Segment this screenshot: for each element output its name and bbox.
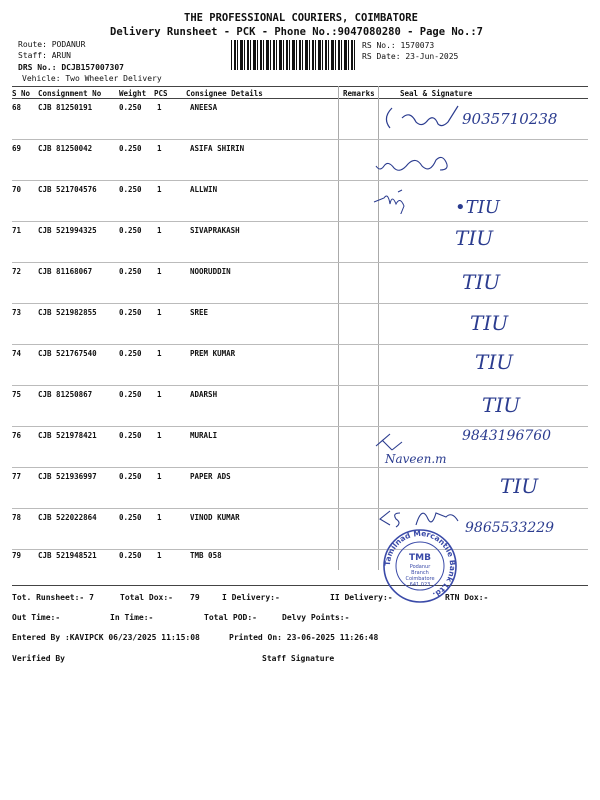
row-consignment: CJB 81250042	[38, 144, 93, 153]
remarks-divider	[338, 86, 339, 570]
in-time: In Time:-	[110, 613, 154, 622]
row-pcs: 1	[157, 431, 162, 440]
row-divider	[12, 180, 588, 181]
row-sno: 79	[12, 551, 22, 560]
row-consignee: SIVAPRAKASH	[190, 226, 240, 235]
row-weight: 0.250	[119, 103, 142, 112]
barcode	[231, 40, 357, 70]
row-divider	[12, 549, 588, 550]
row-sno: 68	[12, 103, 22, 112]
route-label: Route: PODANUR	[18, 40, 86, 49]
row-sno: 75	[12, 390, 22, 399]
row-weight: 0.250	[119, 349, 142, 358]
row-pcs: 1	[157, 103, 162, 112]
col-consignment: Consignment No	[38, 89, 102, 98]
table-top-line	[12, 86, 588, 87]
total-pod: Total POD:-	[204, 613, 257, 622]
row-divider	[12, 221, 588, 222]
handwritten-tiu-74: TIU	[475, 350, 514, 374]
signature-scribble-69	[372, 150, 462, 176]
row-consignment: CJB 521994325	[38, 226, 97, 235]
row-divider	[12, 508, 588, 509]
delivery-points: Delvy Points:-	[282, 613, 350, 622]
rs-date: RS Date: 23-Jun-2025	[362, 52, 459, 61]
row-consignee: ANEESA	[190, 103, 218, 112]
document-subtitle: Delivery Runsheet - PCK - Phone No.:9047080280 - Page No.:7	[110, 26, 483, 38]
row-weight: 0.250	[119, 472, 142, 481]
row-consignee: ADARSH	[190, 390, 218, 399]
row-sno: 69	[12, 144, 22, 153]
stamp-line1: Podanur	[409, 564, 431, 570]
row-weight: 0.250	[119, 551, 142, 560]
col-sno: S No	[12, 89, 31, 98]
row-pcs: 1	[157, 185, 162, 194]
row-divider	[12, 139, 588, 140]
ii-delivery: II Delivery:-	[330, 593, 393, 602]
signature-scribble-76	[374, 432, 404, 452]
table-header-line	[12, 98, 588, 99]
row-consignment: CJB 81250191	[38, 103, 93, 112]
row-sno: 73	[12, 308, 22, 317]
handwritten-tiu-75: TIU	[482, 393, 521, 417]
row-weight: 0.250	[119, 267, 142, 276]
col-pcs: PCS	[154, 89, 168, 98]
row-consignee: NOORUDDIN	[190, 267, 231, 276]
rtn-dox: RTN Dox:-	[445, 593, 489, 602]
handwritten-tiu-73: TIU	[470, 311, 509, 335]
total-runsheet: Tot. Runsheet:- 7	[12, 593, 94, 602]
row-consignee: VINOD KUMAR	[190, 513, 240, 522]
row-pcs: 1	[157, 472, 162, 481]
row-sno: 74	[12, 349, 22, 358]
verified-by: Verified By	[12, 654, 65, 663]
staff-label: Staff: ARUN	[18, 51, 71, 60]
row-consignment: CJB 522022864	[38, 513, 97, 522]
col-seal-signature: Seal & Signature	[400, 89, 473, 98]
handwritten-tiu-77: TIU	[500, 474, 539, 498]
printed-on: Printed On: 23-06-2025 11:26:48	[229, 633, 379, 642]
stamp-line3: Coimbatore	[405, 576, 435, 582]
handwritten-phone-78: 9865533229	[465, 520, 555, 536]
total-dox-label: Total Dox:-	[120, 593, 173, 602]
row-consignment: CJB 521767540	[38, 349, 97, 358]
row-divider	[12, 385, 588, 386]
row-pcs: 1	[157, 390, 162, 399]
row-sno: 77	[12, 472, 22, 481]
row-pcs: 1	[157, 144, 162, 153]
row-weight: 0.250	[119, 226, 142, 235]
row-sno: 72	[12, 267, 22, 276]
handwritten-name-76: Naveen.m	[385, 452, 447, 466]
staff-signature: Staff Signature	[262, 654, 335, 663]
row-divider	[12, 303, 588, 304]
row-pcs: 1	[157, 513, 162, 522]
row-consignee: PAPER ADS	[190, 472, 231, 481]
row-weight: 0.250	[119, 308, 142, 317]
row-weight: 0.250	[119, 513, 142, 522]
row-consignee: ASIFA SHIRIN	[190, 144, 245, 153]
row-weight: 0.250	[119, 144, 142, 153]
handwritten-phone-76: 9843196760	[462, 428, 552, 444]
vehicle-label: Vehicle: Two Wheeler Delivery	[22, 74, 162, 83]
row-consignee: TMB 058	[190, 551, 222, 560]
row-consignment: CJB 521704576	[38, 185, 97, 194]
table-bottom-line	[12, 585, 588, 586]
signature-scribble-68	[380, 104, 470, 134]
row-weight: 0.250	[119, 185, 142, 194]
row-pcs: 1	[157, 267, 162, 276]
row-divider	[12, 467, 588, 468]
row-weight: 0.250	[119, 431, 142, 440]
row-pcs: 1	[157, 226, 162, 235]
row-divider	[12, 262, 588, 263]
stamp-line2: Branch	[411, 570, 429, 576]
entered-by: Entered By :KAVIPCK 06/23/2025 11:15:08	[12, 633, 200, 642]
row-consignment: CJB 521936997	[38, 472, 97, 481]
row-consignment: CJB 521948521	[38, 551, 97, 560]
col-remarks: Remarks	[343, 89, 375, 98]
row-sno: 70	[12, 185, 22, 194]
drs-number: DRS No.: DCJB157007307	[18, 63, 124, 72]
row-divider	[12, 344, 588, 345]
handwritten-tiu-72: TIU	[462, 270, 501, 294]
stamp-logo: TMB	[409, 553, 431, 563]
row-sno: 71	[12, 226, 22, 235]
i-delivery: I Delivery:-	[222, 593, 280, 602]
stamp-line4: 641 023	[409, 582, 431, 588]
handwritten-phone-68: 9035710238	[462, 110, 558, 128]
row-sno: 76	[12, 431, 22, 440]
row-pcs: 1	[157, 308, 162, 317]
handwritten-note-70: •TIU	[455, 197, 500, 218]
rs-number: RS No.: 1570073	[362, 41, 435, 50]
row-pcs: 1	[157, 551, 162, 560]
row-consignee: SREE	[190, 308, 209, 317]
row-pcs: 1	[157, 349, 162, 358]
stamp-bank-name: Tamilnad Mercantile Bank Ltd.	[382, 528, 458, 600]
row-consignment: CJB 81250867	[38, 390, 93, 399]
row-sno: 78	[12, 513, 22, 522]
row-consignment: CJB 521978421	[38, 431, 97, 440]
col-consignee: Consignee Details	[186, 89, 263, 98]
row-consignment: CJB 81168067	[38, 267, 93, 276]
out-time: Out Time:-	[12, 613, 61, 622]
row-consignment: CJB 521982855	[38, 308, 97, 317]
row-consignee: PREM KUMAR	[190, 349, 236, 358]
row-divider	[12, 426, 588, 427]
row-weight: 0.250	[119, 390, 142, 399]
document-title: THE PROFESSIONAL COURIERS, COIMBATORE	[184, 12, 418, 24]
col-weight: Weight	[119, 89, 147, 98]
handwritten-tiu-71: TIU	[455, 226, 494, 250]
signature-scribble-70	[370, 188, 420, 214]
total-dox-value: 79	[190, 593, 200, 602]
row-consignee: MURALI	[190, 431, 218, 440]
row-consignee: ALLWIN	[190, 185, 218, 194]
